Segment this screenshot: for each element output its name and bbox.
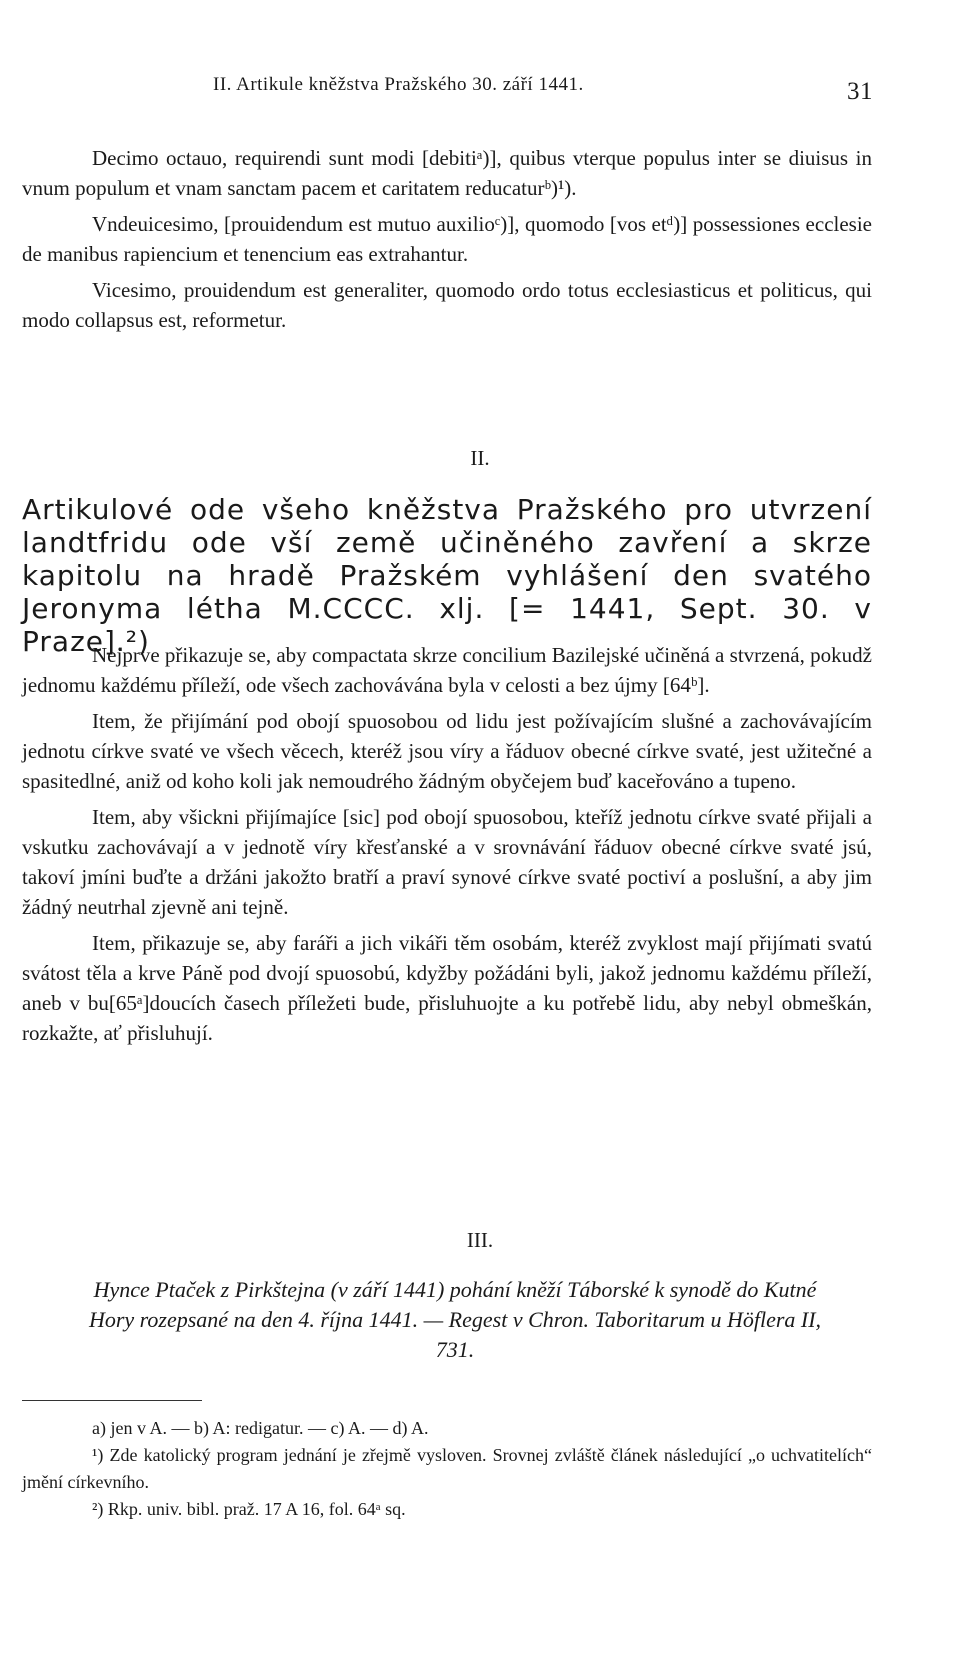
section-number-3: III.	[466, 1228, 494, 1252]
paragraph-item-1: Item, že přijímání pod obojí spuosobou od lidu jest požívajícím slušné a zachovávajícím jednotu církve svaté ve všech věcech, kteréž jsou víry a řáduov obecné církve svaté, jest užitečné a spasitedlné, aniž od koho koli jak nemoudrého žádným obyčejem buď kaceřováno a tupeno.	[22, 709, 872, 793]
running-header	[213, 74, 873, 105]
paragraph-item-2: Item, aby všickni přijímajíce [sic] pod obojí spuosobou, kteříž jednotu církve svaté přijali a vskutku zachovávají a v jednotě víry křesťanské a v srovnávání řáduov obecné církve svaté jsú, takoví jmíni buďte a držáni jakožto bratří a praví synové církve svaté poctiví a poslušní, a aby jim žádný neutrhal zjevně ani tejně.	[22, 805, 872, 919]
footnotes	[22, 1415, 872, 1523]
paragraph-nejprve: Nejprve přikazuje se, aby compactata skrze concilium Bazilejské učiněná a stvrzená, pokudž jednomu každému příleží, ode všech zachovávána byla v celosti a bez újmy [64ᵇ].	[22, 643, 872, 697]
section-2-body	[22, 640, 872, 1054]
section-2-heading: Artikulové ode všeho kněžstva Pražského pro utvrzení landtfridu ode vší země učiněného zavření a skrze kapitolu na hradě Pražském vyhlášení den svatého Jeronyma létha M.CCCC. xlj. [= 1441, Sept. 30. v Praze].²)	[22, 493, 872, 658]
footnote-1: ¹) Zde katolický program jednání je zřejmě vysloven. Srovnej zvláště článek následující „o uchvatitelích“ jmění církevního.	[22, 1445, 872, 1492]
page-number: 31	[847, 78, 873, 105]
paragraph-decimo-octauo: Decimo octauo, requirendi sunt modi [debitiᵃ)], quibus vterque populus inter se diuisus in vnum populum et vnam sanctam pacem et caritatem reducaturᵇ)¹).	[22, 146, 872, 200]
paragraph-item-3: Item, přikazuje se, aby faráři a jich vikáři těm osobám, kteréž zvyklost mají přijímati svatú svátost těla a krve Páně pod dvojí spuosobú, kdyžby požádáni byli, jakož jednomu každému příleží, aneb v bu[65ᵃ]doucích časech příležeti bude, přisluhuojte a ku potřebě lidu, aby nebyl obmeškán, rozkažte, ať přisluhují.	[22, 931, 872, 1045]
footnote-2: ²) Rkp. univ. bibl. praž. 17 A 16, fol. 64ᵃ sq.	[92, 1499, 406, 1519]
section-number-2: II.	[470, 446, 490, 470]
section-3-heading: Hynce Ptaček z Pirkštejna (v září 1441) pohání kněží Táborské k synodě do Kutné Hory rozepsané na den 4. října 1441. — Regest v Chron. Taboritarum u Höflera II, 731.	[88, 1277, 822, 1362]
running-title: II. Artikule kněžstva Pražského 30. září 1441.	[213, 74, 584, 95]
paragraph-vndeuicesimo: Vndeuicesimo, [prouidendum est mutuo auxilioᶜ)], quomodo [vos etᵈ)] possessiones ecclesie de manibus rapiencium et tenencium eas extrahantur.	[22, 212, 872, 266]
footnote-letters: a) jen v A. — b) A: redigatur. — c) A. — d) A.	[92, 1418, 429, 1438]
paragraph-vicesimo: Vicesimo, prouidendum est generaliter, quomodo ordo totus ecclesiasticus et politicus, qui modo collapsus est, reformetur.	[22, 278, 872, 332]
top-paragraphs	[22, 143, 872, 341]
footnote-rule	[22, 1400, 202, 1401]
